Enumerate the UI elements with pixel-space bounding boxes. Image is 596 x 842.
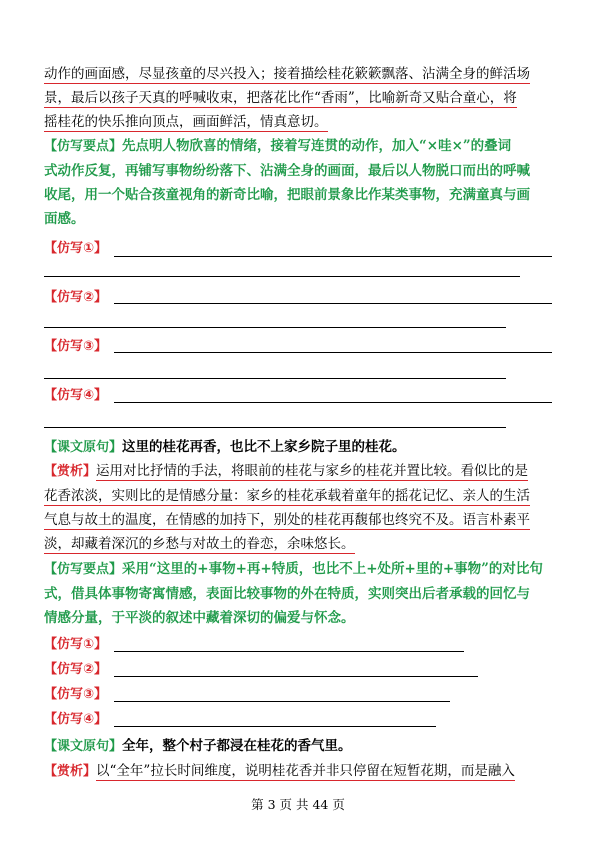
writing-tips-paragraph [44, 134, 556, 231]
analysis-line: 动作的画面感，尽显孩童的尽兴投入；接着描绘桂花簌簌飘落、沾满全身的鲜活场 [44, 66, 530, 82]
writing-tips-label: 【仿写要点】 [44, 562, 123, 577]
analysis-label: 【赏析】 [44, 464, 97, 479]
source-sentence [44, 435, 556, 460]
analysis-line: 花香浓淡，实则比的是情感分量：家乡的桂花承载着童年的摇花记忆、亲人的生活 [44, 488, 530, 504]
imitation-label-4: 【仿写④】 [44, 712, 108, 727]
answer-line[interactable] [114, 256, 552, 257]
answer-line[interactable] [114, 676, 478, 677]
answer-line[interactable] [44, 276, 520, 277]
writing-tips-line: 式，借具体事物寄寓情感，表面比较事物的外在特质，实则突出后者承载的回忆与 [44, 586, 530, 602]
answer-line[interactable] [44, 378, 506, 379]
imitation-label-2: 【仿写②】 [44, 662, 108, 677]
analysis-paragraph [44, 459, 556, 556]
source-label: 【课文原句】 [44, 739, 123, 754]
analysis-line: 以“全年”拉长时间维度，说明桂花香并非只停留在短暂花期，而是融入 [96, 763, 515, 779]
answer-line[interactable] [114, 651, 464, 652]
writing-tips-label: 【仿写要点】 [44, 139, 123, 154]
page-number: 第 3 页 共 44 页 [251, 797, 345, 812]
source-text: 全年，整个村子都浸在桂花的香气里。 [122, 738, 352, 754]
answer-line[interactable] [44, 327, 506, 328]
source-text: 这里的桂花再香，也比不上家乡院子里的桂花。 [122, 439, 406, 455]
answer-line[interactable] [114, 402, 552, 403]
writing-tips-line: 采用“这里的+事物+再+特质，也比不上+处所+里的+事物”的对比句 [122, 561, 543, 577]
writing-tips-line: 式动作反复，再铺写事物纷纷落下、沾满全身的画面，最后以人物脱口而出的呼喊 [44, 163, 530, 179]
source-sentence [44, 734, 556, 759]
imitation-label-3: 【仿写③】 [44, 339, 108, 354]
analysis-label: 【赏析】 [44, 764, 97, 779]
analysis-line: 淡，却藏着深沉的乡愁与对故土的眷恋，余味悠长。 [44, 536, 355, 552]
answer-line[interactable] [114, 352, 552, 353]
analysis-line: 气息与故土的温度，在情感的加持下，别处的桂花再馥郁也终究不及。语言朴素平 [44, 512, 530, 528]
writing-tips-line: 面感。 [44, 211, 85, 227]
analysis-line: 运用对比抒情的手法，将眼前的桂花与家乡的桂花并置比较。看似比的是 [96, 463, 529, 479]
imitation-label-3: 【仿写③】 [44, 687, 108, 702]
writing-tips-line: 收尾，用一个贴合孩童视角的新奇比喻，把眼前景象比作某类事物，充满童真与画 [44, 187, 530, 203]
analysis-line: 景，最后以孩子天真的呼喊收束，把落花比作“香雨”，比喻新奇又贴合童心，将 [44, 90, 517, 106]
answer-line[interactable] [114, 701, 450, 702]
writing-tips-paragraph [44, 557, 556, 630]
writing-tips-line: 情感分量，于平淡的叙述中藏着深切的偏爱与怀念。 [44, 610, 355, 626]
source-label: 【课文原句】 [44, 440, 123, 455]
writing-tips-line: 先点明人物欣喜的情绪，接着写连贯的动作，加入“×哇×”的叠词 [122, 138, 512, 154]
answer-line[interactable] [114, 303, 552, 304]
imitation-label-1: 【仿写①】 [44, 637, 108, 652]
imitation-label-1: 【仿写①】 [44, 241, 108, 256]
answer-line[interactable] [44, 427, 506, 428]
imitation-label-2: 【仿写②】 [44, 290, 108, 305]
analysis-paragraph [44, 759, 556, 784]
imitation-label-4: 【仿写④】 [44, 388, 108, 403]
analysis-paragraph [44, 62, 556, 134]
analysis-line: 摇桂花的快乐推向顶点，画面鲜活，情真意切。 [44, 114, 328, 130]
answer-line[interactable] [114, 726, 436, 727]
